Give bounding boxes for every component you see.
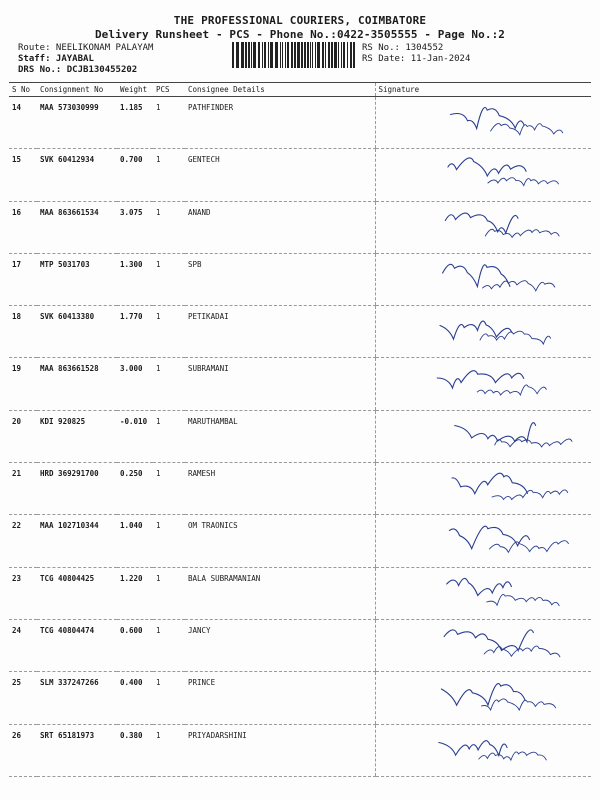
sno-cell: 17 bbox=[9, 253, 37, 305]
signature-cell bbox=[375, 724, 591, 776]
column-header-weight: Weight bbox=[117, 83, 153, 97]
barcode-image bbox=[232, 42, 356, 68]
consignee-cell: JANCY bbox=[185, 619, 375, 671]
consignment-cell: TCG 40804474 bbox=[37, 619, 117, 671]
company-title: THE PROFESSIONAL COURIERS, COIMBATORE bbox=[173, 14, 427, 27]
pcs-cell: 1 bbox=[153, 410, 185, 462]
table-row bbox=[9, 306, 591, 358]
drs-number: DRS No.: DCJB130455202 bbox=[18, 65, 138, 75]
column-header-consignment: Consignment No bbox=[37, 83, 117, 97]
consignment-cell: TCG 40804425 bbox=[37, 567, 117, 619]
weight-cell: 3.000 bbox=[117, 358, 153, 410]
sno-cell: 21 bbox=[9, 463, 37, 515]
signature-cell bbox=[375, 463, 591, 515]
table-row bbox=[9, 619, 591, 671]
sno-cell: 18 bbox=[9, 306, 37, 358]
table-row bbox=[9, 410, 591, 462]
weight-cell: 0.700 bbox=[117, 149, 153, 201]
consignment-cell: HRD 369291700 bbox=[37, 463, 117, 515]
signature-cell bbox=[375, 149, 591, 201]
pcs-cell: 1 bbox=[153, 97, 185, 149]
table-row bbox=[9, 149, 591, 201]
pcs-cell: 1 bbox=[153, 201, 185, 253]
pcs-cell: 1 bbox=[153, 306, 185, 358]
signature-cell bbox=[375, 201, 591, 253]
consignee-cell: BALA SUBRAMANIAN bbox=[185, 567, 375, 619]
table-row bbox=[9, 515, 591, 567]
sno-cell: 19 bbox=[9, 358, 37, 410]
consignee-cell: RAMESH bbox=[185, 463, 375, 515]
runsheet-table bbox=[9, 82, 591, 777]
table-row bbox=[9, 724, 591, 776]
pcs-cell: 1 bbox=[153, 358, 185, 410]
staff-label: Staff: JAYABAL bbox=[18, 54, 94, 64]
sno-cell: 26 bbox=[9, 724, 37, 776]
weight-cell: 3.075 bbox=[117, 201, 153, 253]
signature-cell bbox=[375, 619, 591, 671]
sno-cell: 14 bbox=[9, 97, 37, 149]
weight-cell: 0.380 bbox=[117, 724, 153, 776]
weight-cell: 0.600 bbox=[117, 619, 153, 671]
consignment-cell: SVK 60412934 bbox=[37, 149, 117, 201]
column-header-sno: S No bbox=[9, 83, 37, 97]
sno-cell: 23 bbox=[9, 567, 37, 619]
consignment-cell: MAA 863661534 bbox=[37, 201, 117, 253]
pcs-cell: 1 bbox=[153, 463, 185, 515]
consignee-cell: OM TRAONICS bbox=[185, 515, 375, 567]
consignment-cell: KDI 920825 bbox=[37, 410, 117, 462]
signature-cell bbox=[375, 672, 591, 724]
column-header-pcs: PCS bbox=[153, 83, 185, 97]
consignee-cell: PRIYADARSHINI bbox=[185, 724, 375, 776]
signature-cell bbox=[375, 515, 591, 567]
consignment-cell: MAA 863661528 bbox=[37, 358, 117, 410]
table-row bbox=[9, 672, 591, 724]
pcs-cell: 1 bbox=[153, 253, 185, 305]
table-row bbox=[9, 463, 591, 515]
pcs-cell: 1 bbox=[153, 515, 185, 567]
consignment-cell: MAA 573030999 bbox=[37, 97, 117, 149]
weight-cell: 1.220 bbox=[117, 567, 153, 619]
consignment-cell: MAA 102710344 bbox=[37, 515, 117, 567]
sno-cell: 15 bbox=[9, 149, 37, 201]
weight-cell: 1.300 bbox=[117, 253, 153, 305]
consignment-cell: SRT 65181973 bbox=[37, 724, 117, 776]
column-header-consignee: Consignee Details bbox=[185, 83, 375, 97]
table-row bbox=[9, 201, 591, 253]
signature-cell bbox=[375, 358, 591, 410]
table-row bbox=[9, 358, 591, 410]
column-header-signature: Signature bbox=[375, 83, 591, 97]
weight-cell: -0.010 bbox=[117, 410, 153, 462]
pcs-cell: 1 bbox=[153, 149, 185, 201]
table-row bbox=[9, 97, 591, 149]
sno-cell: 24 bbox=[9, 619, 37, 671]
consignment-cell: SVK 60413380 bbox=[37, 306, 117, 358]
consignee-cell: ANAND bbox=[185, 201, 375, 253]
consignment-cell: SLM 337247266 bbox=[37, 672, 117, 724]
weight-cell: 1.040 bbox=[117, 515, 153, 567]
rs-date: RS Date: 11-Jan-2024 bbox=[362, 54, 471, 64]
signature-cell bbox=[375, 567, 591, 619]
consignee-cell: SPB bbox=[185, 253, 375, 305]
rs-number: RS No.: 1304552 bbox=[362, 43, 444, 53]
consignee-cell: PRINCE bbox=[185, 672, 375, 724]
consignee-cell: GENTECH bbox=[185, 149, 375, 201]
sno-cell: 22 bbox=[9, 515, 37, 567]
route-label: Route: NEELIKONAM PALAYAM bbox=[18, 43, 154, 53]
consignee-cell: SUBRAMANI bbox=[185, 358, 375, 410]
pcs-cell: 1 bbox=[153, 724, 185, 776]
table-header-row bbox=[9, 83, 591, 97]
signature-cell bbox=[375, 306, 591, 358]
table-row bbox=[9, 567, 591, 619]
sno-cell: 16 bbox=[9, 201, 37, 253]
weight-cell: 0.400 bbox=[117, 672, 153, 724]
sno-cell: 20 bbox=[9, 410, 37, 462]
consignee-cell: PATHFINDER bbox=[185, 97, 375, 149]
runsheet-subtitle: Delivery Runsheet - PCS - Phone No.:0422-3505555 - Page No.:2 bbox=[94, 28, 506, 41]
pcs-cell: 1 bbox=[153, 567, 185, 619]
table-row bbox=[9, 253, 591, 305]
sno-cell: 25 bbox=[9, 672, 37, 724]
consignment-cell: MTP 5031703 bbox=[37, 253, 117, 305]
weight-cell: 1.185 bbox=[117, 97, 153, 149]
consignee-cell: MARUTHAMBAL bbox=[185, 410, 375, 462]
signature-cell bbox=[375, 97, 591, 149]
pcs-cell: 1 bbox=[153, 619, 185, 671]
pcs-cell: 1 bbox=[153, 672, 185, 724]
weight-cell: 0.250 bbox=[117, 463, 153, 515]
signature-cell bbox=[375, 253, 591, 305]
weight-cell: 1.770 bbox=[117, 306, 153, 358]
consignee-cell: PETIKADAI bbox=[185, 306, 375, 358]
signature-cell bbox=[375, 410, 591, 462]
